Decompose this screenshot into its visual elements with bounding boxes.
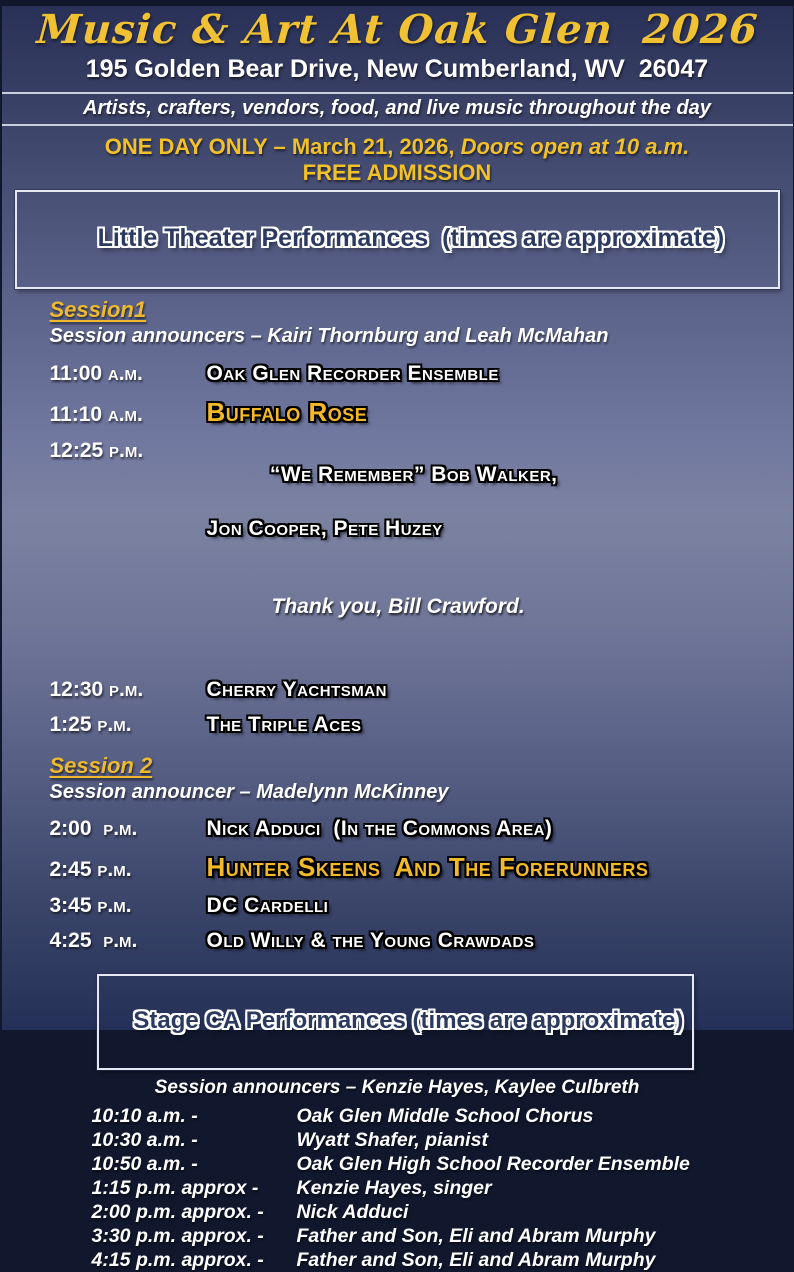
stage-act: Father and Son, Eli and Abram Murphy [296,1225,656,1247]
schedule-row [50,713,773,737]
schedule-row [50,929,773,953]
performance-time: 12:30 p.m. [49,678,144,701]
act-line-1: “We Remember” Bob Walker, [269,463,558,486]
stage-time: 4:15 p.m. approx. - [91,1249,264,1271]
schedule-row [50,817,773,841]
stage-ca-header [97,974,694,1070]
one-day-only-text: ONE DAY ONLY – March 21, 2026, [104,134,461,159]
free-admission-text: FREE ADMISSION [302,160,492,185]
performance-act: The Triple Aces [206,713,362,736]
stage-act: Wyatt Shafer, pianist [296,1129,488,1151]
act-thank-you-note: Thank you, Bill Crawford. [271,595,525,618]
stage-ca-schedule [92,1104,793,1272]
performance-act: DC Cardelli [206,894,329,917]
little-theater-header [15,190,780,289]
performance-act: Nick Adduci (In the Commons Area) [206,817,553,840]
stage-act: Kenzie Hayes, singer [296,1177,492,1199]
stage-time: 3:30 p.m. approx. - [91,1225,264,1247]
performance-time: 3:45 p.m. [49,894,132,917]
stage-ca-announcers: Session announcers – Kenzie Hayes, Kaylee Culbreth [154,1077,640,1098]
performance-act: Cherry Yachtsman [206,678,387,701]
session2-announcers: Session announcer – Madelynn McKinney [49,781,449,803]
performance-time: 2:00 p.m. [49,817,138,840]
stage-schedule-row [92,1200,793,1224]
performance-time: 1:25 p.m. [49,713,132,736]
stage-act: Oak Glen High School Recorder Ensemble [296,1153,690,1175]
performance-act-highlighted: Buffalo Rose [206,397,368,427]
tagline-band [2,92,793,126]
performance-act-highlighted: Hunter Skeens And The Forerunners [206,852,649,882]
stage-time: 2:00 p.m. approx. - [91,1201,264,1223]
performance-act [207,439,558,667]
performance-time: 4:25 p.m. [49,929,138,952]
session1-schedule [50,362,773,737]
stage-schedule-row [92,1128,793,1152]
performance-time: 12:25 p.m. [49,439,144,462]
stage-schedule-row [92,1152,793,1176]
stage-time: 10:30 a.m. - [91,1129,198,1151]
stage-schedule-row [92,1248,793,1272]
stage-time: 10:10 a.m. - [91,1105,198,1127]
event-flyer [2,6,793,1271]
stage-act: Father and Son, Eli and Abram Murphy [296,1249,656,1271]
tagline-text: Artists, crafters, vendors, food, and live music throughout the day [83,97,711,119]
stage-time: 1:15 p.m. approx - [91,1177,259,1199]
stage-act: Nick Adduci [296,1201,409,1223]
stage-time: 10:50 a.m. - [91,1153,198,1175]
stage-schedule-row [92,1104,793,1128]
little-theater-header-text: Little Theater Performances (times are approximate) [97,224,725,252]
session2-heading: Session 2 [49,753,153,778]
doors-open-text: Doors open at 10 a.m. [460,134,690,159]
stage-ca-header-text: Stage CA Performances (times are approximate) [133,1007,684,1034]
session1-heading: Session1 [49,297,147,322]
stage-schedule-row [92,1176,793,1200]
schedule-row [50,397,773,428]
session1-announcers: Session announcers – Kairi Thornburg and Leah McMahan [49,325,609,347]
event-date-line [2,134,793,160]
act-line-2: Jon Cooper, Pete Huzey [206,517,443,540]
schedule-row [50,852,773,883]
stage-schedule-row [92,1224,793,1248]
performance-act: Old Willy & the Young Crawdads [206,929,535,952]
schedule-row [50,362,773,386]
little-theater-section [2,289,793,953]
schedule-row [50,439,773,667]
performance-time: 11:10 a.m. [49,403,143,426]
schedule-row [50,678,773,702]
session2-schedule [50,817,773,953]
performance-time: 11:00 a.m. [49,362,143,385]
performance-time: 2:45 p.m. [49,858,132,881]
performance-act: Oak Glen Recorder Ensemble [206,362,499,385]
stage-act: Oak Glen Middle School Chorus [296,1105,594,1127]
schedule-row [50,894,773,918]
flyer-title: Music & Art At Oak Glen 2026 [34,6,760,53]
address-line: 195 Golden Bear Drive, New Cumberland, WV 26047 [85,55,709,83]
